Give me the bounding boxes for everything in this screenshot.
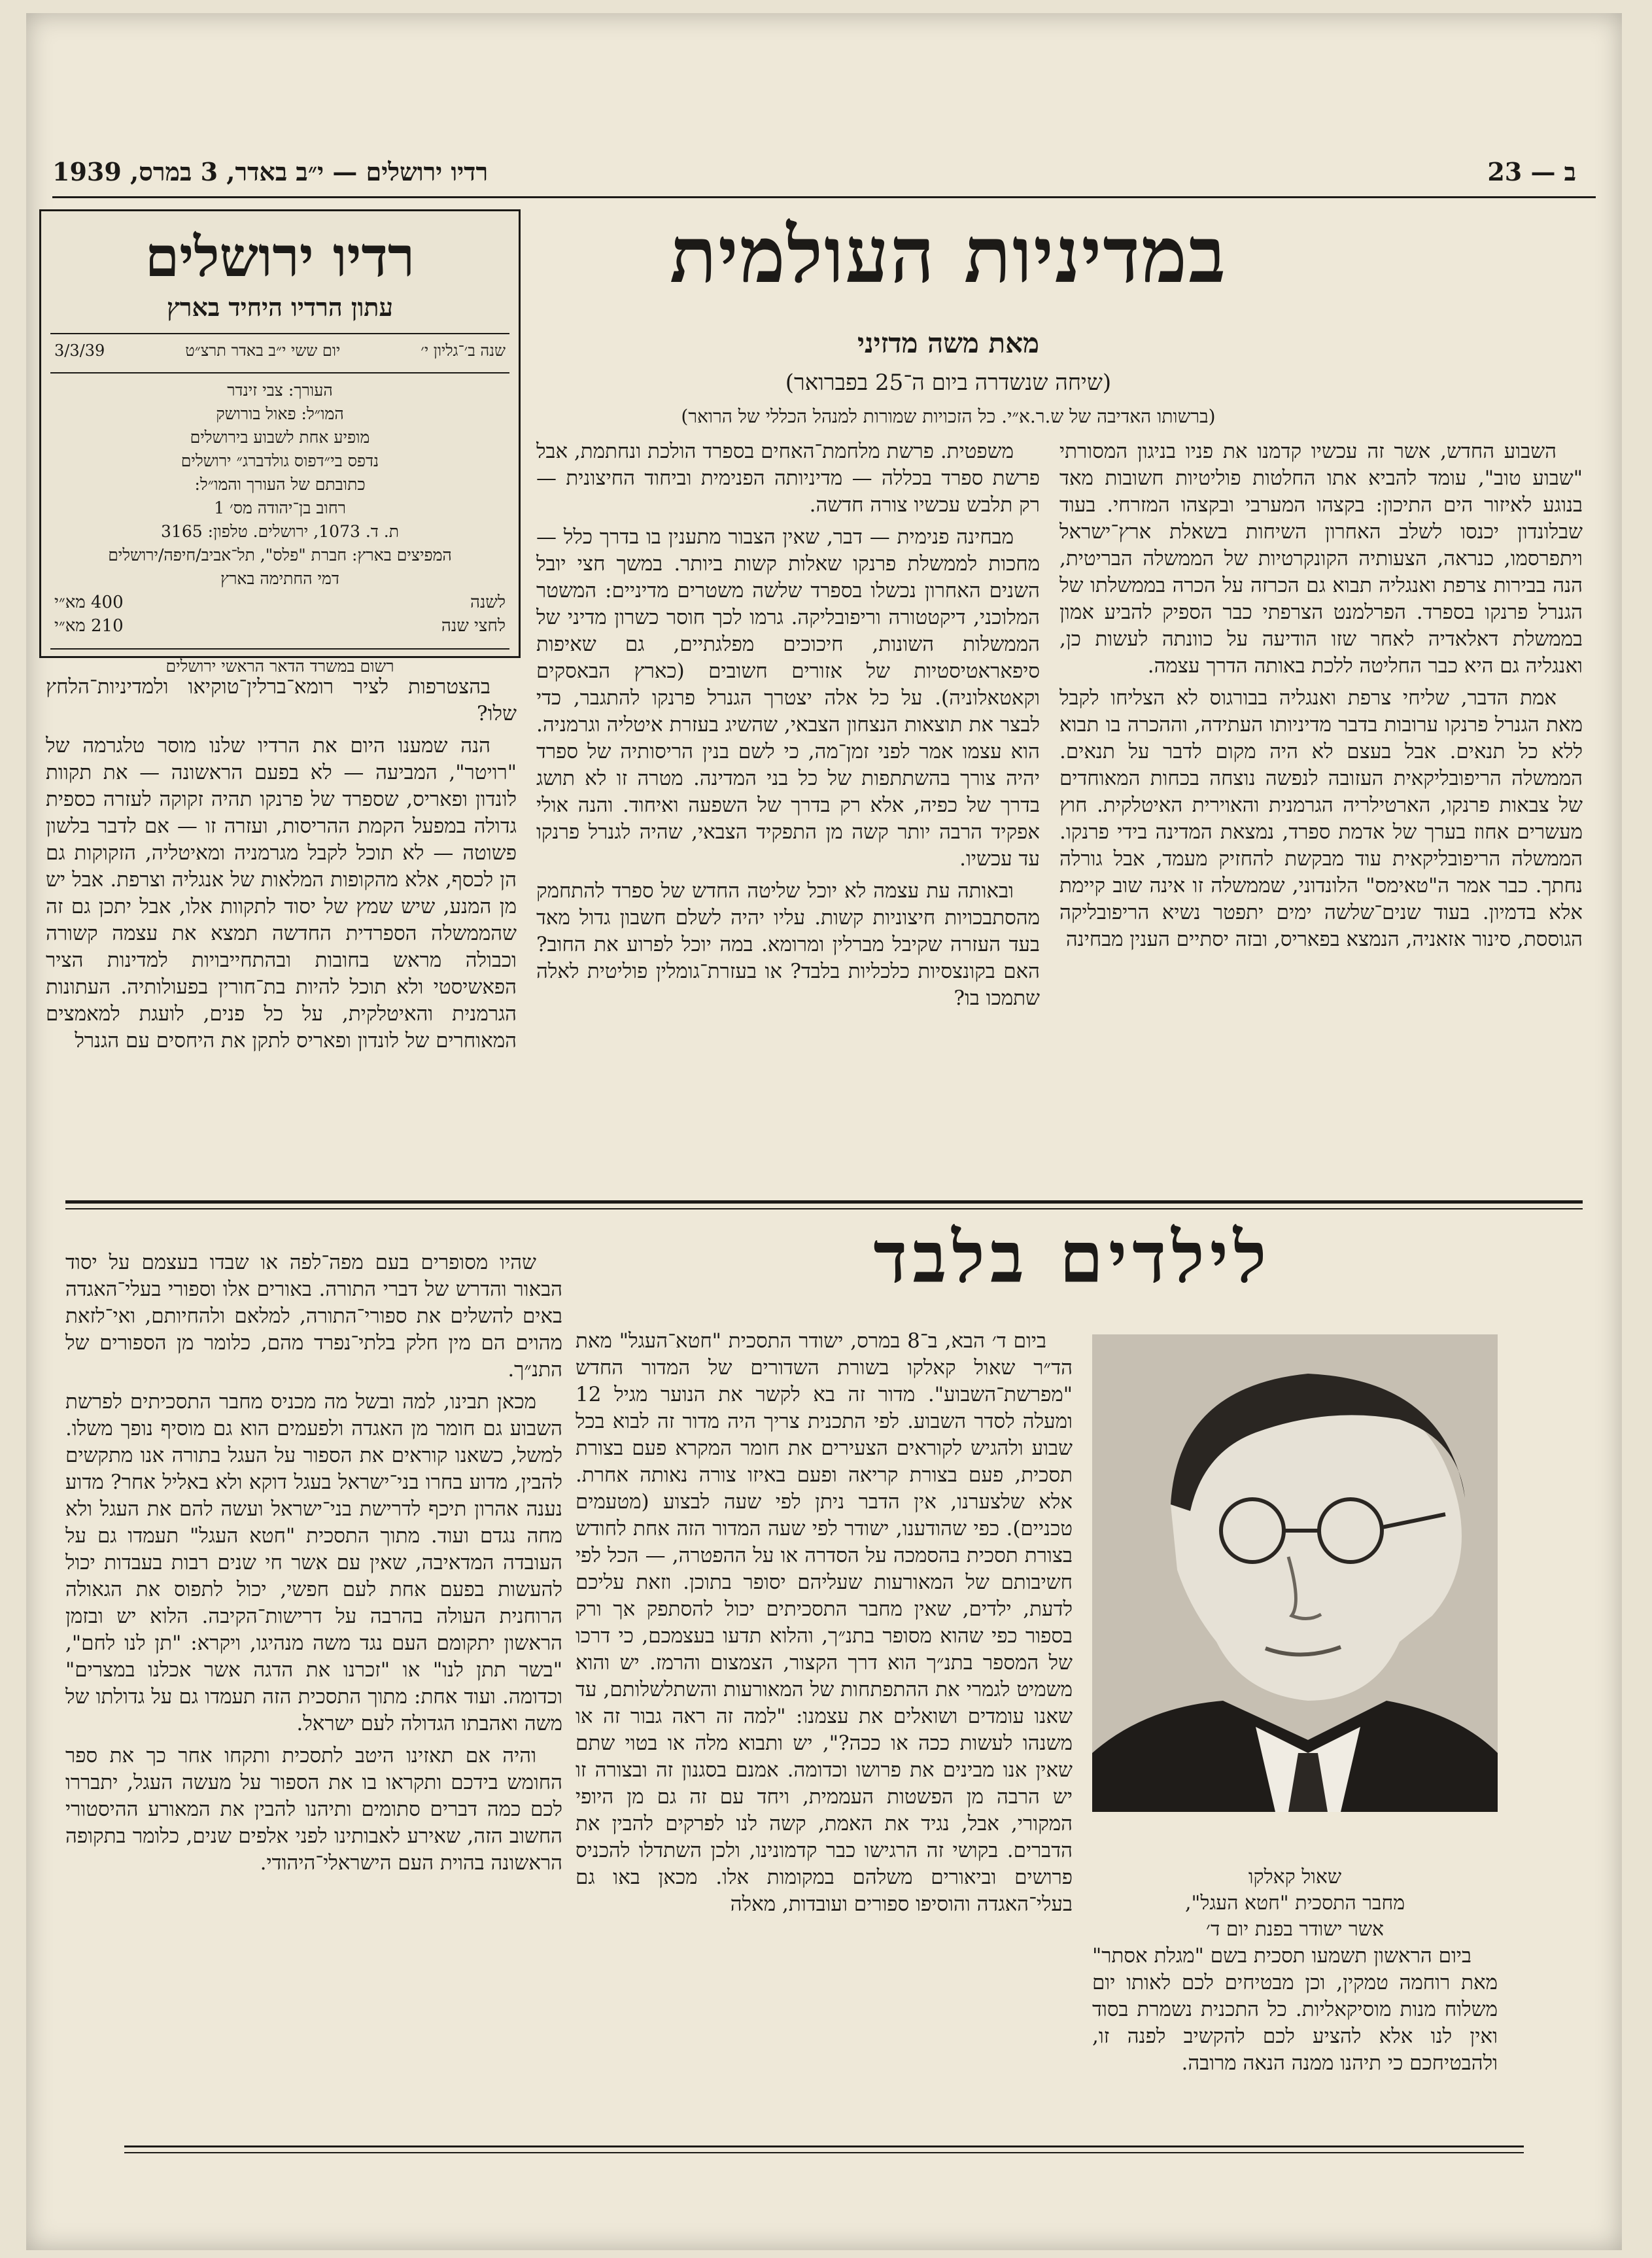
year-price: 400 מא״י xyxy=(54,593,124,612)
masthead-issue-line xyxy=(41,339,519,362)
editor-line: העורך: צבי זינדר xyxy=(227,381,333,400)
article1-column-middle xyxy=(536,438,1040,1177)
caption-line: אשר ישודר בפנת יום ד׳ xyxy=(1206,1918,1384,1941)
article2-column-right-bottom xyxy=(1092,1943,1498,2139)
section-divider-thin xyxy=(65,1208,1583,1209)
page-number: ב — 23 xyxy=(1487,157,1576,186)
paragraph: מכאן תבינו, למה ובשל מה מכניס מחבר התסכיתים לפרשת השבוע גם חומר מן האגדה ולפעמים הוא גם מוסיף נופך משלו. למשל, כשאנו קוראים את הספור על העגל בתורה אנו מתקשים להבין, מדוע בחרו בני־ישראל בעגל דוקא ולא באליל אחר? מדוע נענה אהרון תיכף לדרישת בני־ישראל ועשה להם את העגל ולא מחה נגדם ועוד. מתוך התסכית "חטא העגל" תעמדו גם על העובדה המדאיבה, שאין עם אשר חי שנים רבות בעבדות יכול להעשות בפעם אחת לעם חפשי, יכול לתפוס את הגאולה הרוחנית העולה בהרבה על דרישות־הקיבה. הלוא יש ובזמן הראשון יתקומם העם נגד משה מנהיגו, ויקרא: "תן לנו לחם", "בשר תתן לנו" או "זכרנו את הדגה אשר אכלנו במצרים" וכדומה. ועוד אחת: מתוך התסכית הזה תעמדו גם על גדולתו של משה ואהבתו הגדולה לעם ישראל. xyxy=(65,1390,562,1735)
article-subline: (שיחה שנשדרה ביום ה־25 בפברואר) xyxy=(785,370,1112,396)
masthead-rule-2 xyxy=(50,372,509,373)
children-section-headline: לילדים בלבד xyxy=(873,1217,1272,1299)
paragraph: ביום ד׳ הבא, ב־8 במרס, ישודר התסכית "חטא־העגל" מאת הד״ר שאול קאלקו בשורת השדורים של המדור החדש "מפרשת־השבוע". מדור זה בא לקשר את הנוער מגיל 12 ומעלה לסדר השבוע. לפי התכנית צריך היה מדור זה לבוא בכל שבוע ולהגיש לקוראים הצעירים את חומר המקרא פעם בצורת תסכית, פעם בצורת קריאה ופעם באיזו צורה נאותה אחרת. אלא שלצערנו, אין הדבר ניתן לפי שעה לבצוע (מטעמים טכניים). כפי שהודענו, ישודר לפי שעה המדור הזה אחת לחודש בצורת תסכית בהסמכה על הסדרה או על ההפטרה, — הכל לפי חשיבותם של המאורעות שעליהם יסופר בתוכן. וזאת עליכם לדעת, ילדים, שאין מחבר התסכיתים יכול להסתפק אך ורק בספור כפי שהוא מסופר בתנ״ך, והלוא תדעו בעצמכם, כי דרכו של המספר בתנ״ך הוא דרך הקצור, הצמצום והרמז. יש והוא משמיט לגמרי את ההתפתחות של המאורעות והשתלשלותם, עד שאנו עומדים ושואלים את עצמנו: "למה זה ראה גבור זה או משנהו לעשות ככה או ככה?", יש ותבוא מלה או בטוי שתם שאין אנו מבינים את פרושו וכדומה. אמנם בסגנון זה ובצורה זו יש הרבה מן הפשטות העממית, ויחד עם זה גם מן היופי המקורי, אבל, נגיד את האמת, קשה לנו לפרקים להבין את הדברים. בקושי זה הרגישו כבר קדמונינו, ולכן השתדלו להכניס פרושים וביאורים משלהם במקומות אלו. מכאן באו גם בעלי־האגדה והוסיפו ספורים ועובדות, מאלה xyxy=(576,1329,1073,1916)
article2-column-middle xyxy=(576,1328,1073,2139)
paragraph: והיה אם תאזינו היטב לתסכית ותקחו אחר כך את ספר החומש בידכם ותקראו בו את הספור על מעשה העגל, יתבררו לכם כמה דברים סתומים ותיהנו להבין את המאורע ההיסטורי החשוב הזה, שאירע לאבותינו לפני אלפים שנים, כלומר בתקופה הראשונה בהוית העם הישראלי־היהודי. xyxy=(65,1744,562,1875)
photo-caption xyxy=(1092,1864,1498,1943)
paragraph: ביום הראשון תשמעו תסכית בשם "מגלת אסתר" מאת רוחמה טמקין, וכן מבטיחים לכם לאותו יום משלוח מנות מוסיקאליות. כל התכנית נשמרת בסוד ואין לנו אלא להציע לכם להקשיב לפנה זו, ולהבטיחכם כי תיהנו ממנה הנאה מרובה. xyxy=(1092,1944,1498,2075)
issue-date: יום ששי י״ב באדר תרצ״ט xyxy=(185,341,341,360)
article-rights: (ברשותו האדיבה של ש.ר.א״י. כל הזכויות שמורות למנהל הכללי של הרואר) xyxy=(681,406,1216,427)
paragraph: בהצטרפות לציר רומא־ברלין־טוקיאו ולמדיניות־הלחץ שלו? xyxy=(46,675,517,725)
section-divider xyxy=(65,1200,1583,1204)
article1-column-right xyxy=(1059,438,1583,1177)
half-label: לחצי שנה xyxy=(441,616,506,636)
distributors-line: המפיצים בארץ: חברת "פלס", תל־אביב/חיפה/ירושלים xyxy=(108,546,452,564)
caption-name: שאול קאלקו xyxy=(1248,1866,1342,1888)
header-rule xyxy=(52,196,1596,198)
issue-date-numeric: 3/3/39 xyxy=(54,341,105,360)
manager-line: המו״ל: פאול בורושק xyxy=(216,404,344,423)
frequency-line: מופיע אחת לשבוע בירושלים xyxy=(190,428,370,447)
paragraph: אמת הדבר, שליחי צרפת ואנגליה בבורגוס לא הצליחו לקבל מאת הגנרל פרנקו ערובות בדבר מדיניותו העתידה, וההכרה בו תבוא ללא כל תנאים. אבל בעצם לא היה מקום לדבר על תנאים. הממשלה הריפובליקאית העזובה לנפשה נוצחה בכחות המאוחדים של צבאות פרנקו, הארטילריה הגרמנית והאוירית האיטלקית. חוץ מעשרים אחוז בערך של אדמת ספרד, נמצאת המדינה בידי פרנקו. הממשלה הריפובליקאית עוד מבקשת להחזיק מעמד, אבל גורלה נחתך. כבר אמר ה"טאימס" הלונדוני, שממשלה זו אינה שוב קיימת אלא בדמיון. בעוד שנים־שלשה ימים יתפטר נשיא הריפובליקה הגוססת, סינור אזאניה, הנמצא בפאריס, ובזה יסתיים הענין מבחינה xyxy=(1059,686,1583,951)
address-label: כתובתם של העורך והמו״ל: xyxy=(194,475,366,494)
author-portrait-photo xyxy=(1092,1334,1498,1812)
subscription-half xyxy=(41,614,519,638)
registered-line: רשום במשרד הדאר הראשי ירושלים xyxy=(165,657,394,676)
portrait-illustration xyxy=(1092,1334,1498,1812)
bottom-rule xyxy=(124,2145,1524,2147)
page-folio-date: רדיו ירושלים — י״ב באדר, 3 במרס, 1939 xyxy=(52,157,489,186)
pobox-line: ת. ד. 1073, ירושלים. טלפון: 3165 xyxy=(161,522,399,541)
paragraph: מבחינה פנימית — דבר, שאין הצבור מתענין בו בדרך כלל — מחכות לממשלת פרנקו שאלות קשות ביותר. במשך חצי יובל השנים האחרון נכשלו בספרד שלשה משטרים מדיניים: המשטר המלוכני, דיקטטורה וריפובליקה. גרמו לכך חוסר כשרון מדיני של הממשלות השונות, חיכוכים מפלגתיים, גם שאיפות סיפאראטיסטיות של אזורים חשובים (כארץ הבאסקים וקאטאלוניה). על כל אלה יצטרך הגנרל פרנקו להתגבר, כדי לבצר את תוצאות הנצחון הצבאי, שהשיג בעזרת איטליה וגרמניה. הוא עצמו אמר לפני זמן־מה, כי לשם בנין הריסותיה של ספרד יהיה צורך בהשתתפות של כל בני המדינה. מטרה זו לא תושג בדרך של כפיה, אלא רק בדרך של השפעה ואיחוד. והנה אולי אפקיד הרבה יותר קשה מן התפקיד הצבאי, שהיה לגנרל פרנקו עד עכשיו. xyxy=(536,525,1040,871)
article1-column-left xyxy=(46,674,517,1177)
paragraph: משפטית. פרשת מלחמת־האחים בספרד הולכת ונחתמת, אבל פרשת ספרד בכללה — מדיניותה הפנימית וביחוד החיצונית — רק תלבש עכשיו צורה חדשה. xyxy=(536,440,1040,517)
newspaper-page xyxy=(26,13,1622,2250)
masthead-rule-3 xyxy=(50,648,509,650)
paragraph: שהיו מסופרים בעם מפה־לפה או שבדו בעצמם על יסוד הבאור והדרש של דברי התורה. באורים אלו וספורי בעלי־האגדה באים להשלים את ספורי־התורה, למלאם ולהחיותם, ואי־לזאת מהוים הם מין חלק בלתי־נפרד מהם, כלומר מן הספורים של התנ״ך. xyxy=(65,1251,562,1381)
address-line: רחוב בן־יהודה מס׳ 1 xyxy=(214,498,346,517)
article-byline: מאת משה מדזיני xyxy=(857,327,1039,359)
subscription-label: דמי החתימה בארץ xyxy=(220,569,339,588)
bottom-rule-thin xyxy=(124,2152,1524,2153)
masthead-box xyxy=(39,209,521,676)
masthead-subtitle: עתון הרדיו היחיד בארץ xyxy=(167,292,393,322)
masthead-title: רדיו ירושלים xyxy=(145,224,415,289)
half-price: 210 מא״י xyxy=(54,616,124,636)
caption-line: מחבר התסכית "חטא העגל", xyxy=(1185,1892,1405,1915)
paragraph: השבוע החדש, אשר זה עכשיו קדמנו את פניו בניגון המסורתי "שבוע טוב", עומד להביא אתו החלטות פוליטיות חשובות מאד בנוגע לאיזור הים התיכון: בקצהו המערבי ובקצהו המזרחי. בעוד שבלונדון יכנסו לשלב האחרון השיחות בשאלת ארץ־ישראל ויתפרסמו, כנראה, הצעותיה הקונקרטיות של הממשלה הבריטית, הנה בבירות צרפת ואנגליה תבוא גם הכרזה על הכרה בממשלתו של הגנרל פרנקו בספרד. הפרלמנט הצרפתי כבר הספיק להביע אמון בממשלת דאלאדיה לאחר שזו הודיעה על כוונתה לעשות כן, ואנגליה גם היא כבר החליטה ללכת באותה הדרך עצמה. xyxy=(1059,440,1583,678)
article2-column-left xyxy=(65,1249,562,2139)
printer-line: נדפס בי״דפוס גולדברג״ ירושלים xyxy=(181,451,379,470)
article-headline: במדיניות העולמית xyxy=(670,209,1227,300)
subscription-year xyxy=(41,591,519,614)
issue-number: שנה ב׳־גליון י׳ xyxy=(421,341,506,360)
year-label: לשנה xyxy=(470,593,506,612)
masthead-rule xyxy=(50,333,509,334)
paragraph: ובאותה עת עצמה לא יוכל שליטה החדש של ספרד להתחמק מהסתבכויות חיצוניות קשות. עליו יהיה לשלם חשבון גדול מאד בעד העזרה שקיבל מברלין ומרומא. במה יוכל לפרוע את החוב? האם בקונצסיות כלכליות בלבד? או בעזרת־גומלין פוליטית לאלה שתמכו בו? xyxy=(536,879,1040,1010)
paragraph: הנה שמענו היום את הרדיו שלנו מוסר טלגרמה של "רויטר", המביעה — לא בפעם הראשונה — את תקוות לונדון ופאריס, שספרד של פרנקו תהיה זקוקה לעזרה כספית גדולה במפעל הקמת ההריסות, ועזרה זו — אם לדבר בלשון פשוטה — לא תוכל לקבל מגרמניה ומאיטליה, הזקוקות גם הן לכסף, אלא מהקופות המלאות של אנגליה וצרפת. אבל יש מן המנע, שיש שמץ של יסוד לתקוות אלו, אבל יתכן גם זה שהממשלה הספרדית החדשה תמצא את עצמה קשורה וכבולה מראש בחובות ובהתחייבויות למדינות הציר הפאשיסטי ולא תוכל להיות בת־חורין בפעולותיה. העתונות הגרמנית והאיטלקית, על כל פנים, לועגת למאמצים המאוחרים של לונדון ופאריס לתקן את היחסים עם הגנרל xyxy=(46,734,517,1052)
